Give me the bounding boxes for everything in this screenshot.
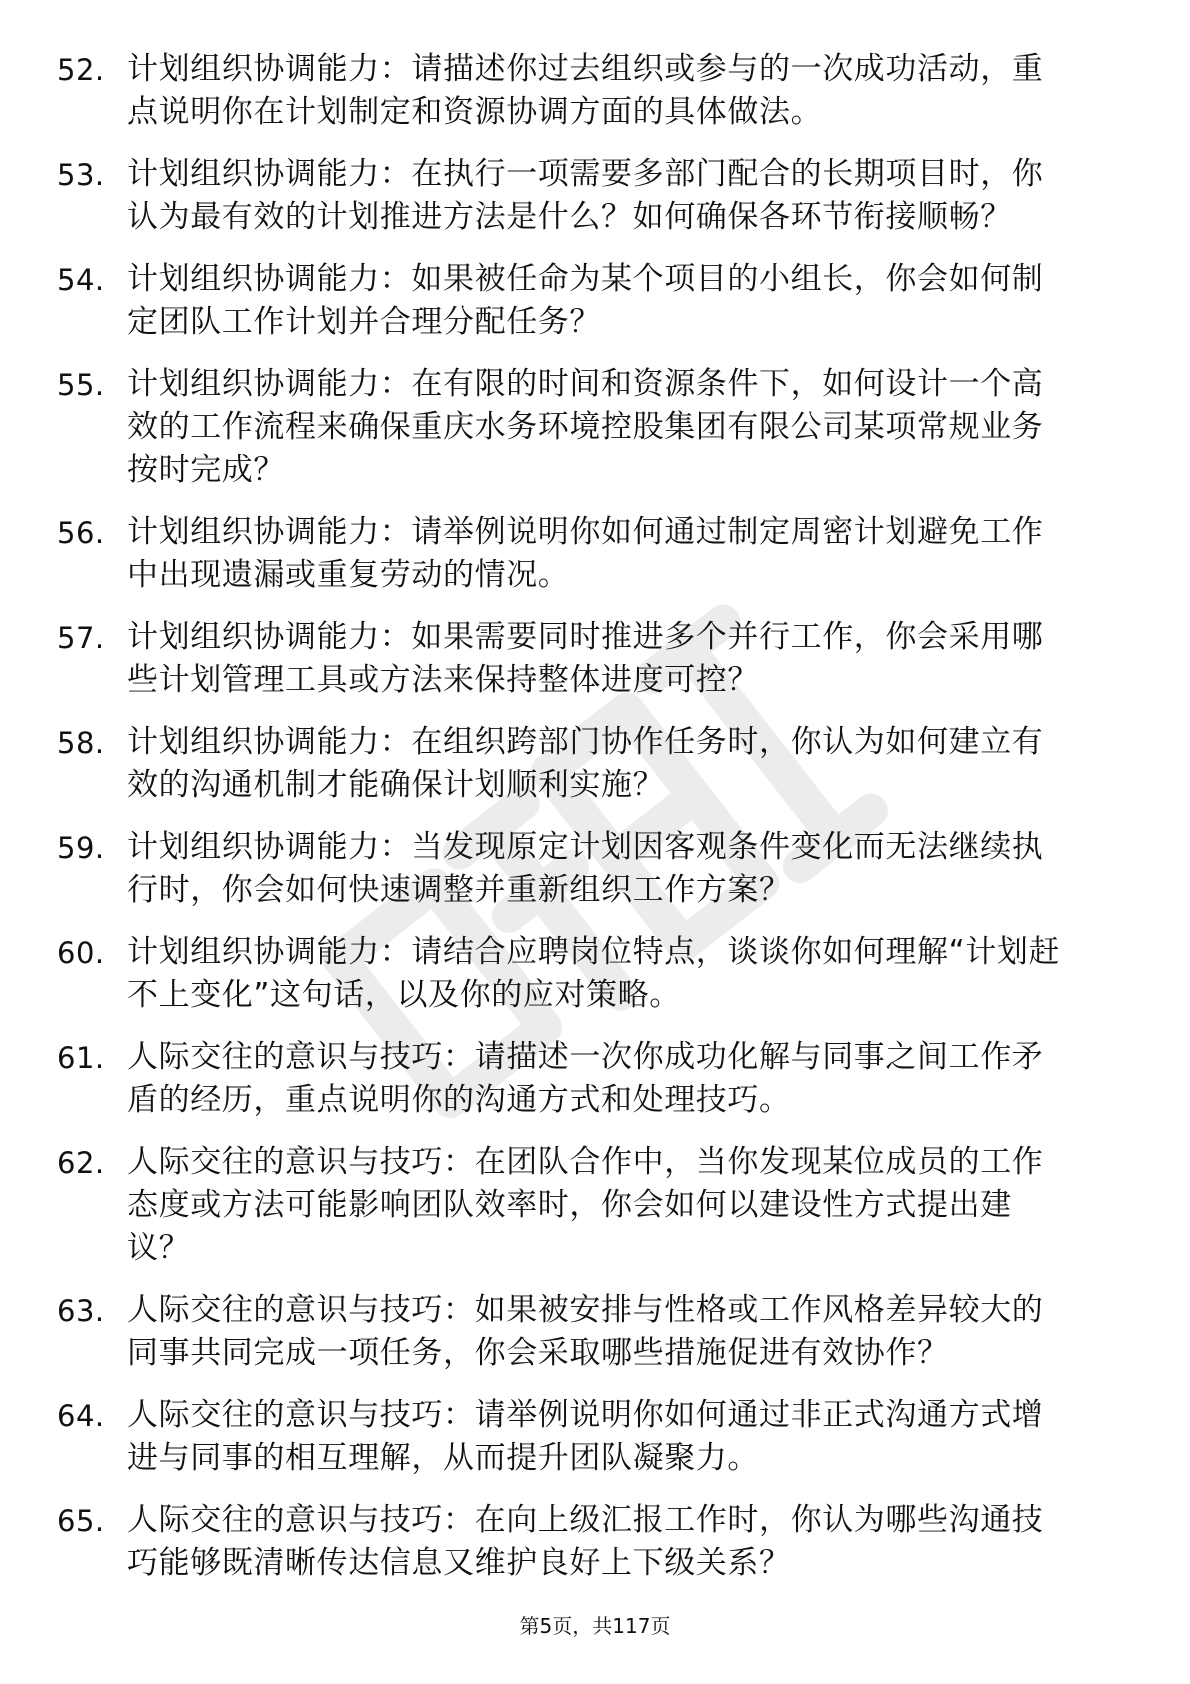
question-item: [0, 1036, 1190, 1122]
question-item: [0, 1141, 1190, 1270]
question-item: [0, 511, 1190, 597]
question-item: [0, 153, 1190, 239]
question-item: [0, 616, 1190, 702]
question-number: 56.: [57, 516, 105, 550]
question-item: [0, 721, 1190, 807]
question-text: 人际交往的意识与技巧：请描述一次你成功化解与同事之间工作矛盾的经历，重点说明你的沟通方式和处理技巧。: [127, 1039, 1044, 1118]
question-number: 63.: [57, 1294, 105, 1328]
question-number: 53.: [57, 158, 105, 192]
question-item: [0, 48, 1190, 134]
question-number: 65.: [57, 1504, 105, 1538]
question-number: 54.: [57, 263, 105, 297]
question-number: 59.: [57, 831, 105, 865]
page-number: 第5页，共117页: [519, 1614, 671, 1638]
question-number: 57.: [57, 621, 105, 655]
question-item: [0, 363, 1190, 492]
question-number: 52.: [57, 53, 105, 87]
question-list: [0, 48, 1190, 1604]
question-item: [0, 1289, 1190, 1375]
question-number: 62.: [57, 1146, 105, 1180]
question-number: 61.: [57, 1041, 105, 1075]
question-text: 人际交往的意识与技巧：如果被安排与性格或工作风格差异较大的同事共同完成一项任务，你会采取哪些措施促进有效协作？: [127, 1292, 1044, 1371]
question-text: 计划组织协调能力：请结合应聘岗位特点，谈谈你如何理解“计划赶不上变化”这句话，以及你的应对策略。: [127, 934, 1061, 1013]
question-number: 58.: [57, 726, 105, 760]
question-text: 计划组织协调能力：在执行一项需要多部门配合的长期项目时，你认为最有效的计划推进方法是什么？如何确保各环节衔接顺畅？: [127, 156, 1044, 235]
question-item: [0, 1394, 1190, 1480]
question-number: 55.: [57, 368, 105, 402]
question-number: 60.: [57, 936, 105, 970]
question-text: 人际交往的意识与技巧：在团队合作中，当你发现某位成员的工作态度或方法可能影响团队效率时，你会如何以建设性方式提出建议？: [127, 1144, 1044, 1266]
question-text: 计划组织协调能力：当发现原定计划因客观条件变化而无法继续执行时，你会如何快速调整并重新组织工作方案？: [127, 829, 1044, 908]
question-text: 计划组织协调能力：在有限的时间和资源条件下，如何设计一个高效的工作流程来确保重庆水务环境控股集团有限公司某项常规业务按时完成？: [127, 366, 1044, 488]
question-number: 64.: [57, 1399, 105, 1433]
question-text: 人际交往的意识与技巧：请举例说明你如何通过非正式沟通方式增进与同事的相互理解，从而提升团队凝聚力。: [127, 1397, 1044, 1476]
question-text: 计划组织协调能力：请举例说明你如何通过制定周密计划避免工作中出现遗漏或重复劳动的情况。: [127, 514, 1044, 593]
question-text: 计划组织协调能力：请描述你过去组织或参与的一次成功活动，重点说明你在计划制定和资源协调方面的具体做法。: [127, 51, 1044, 130]
question-item: [0, 1499, 1190, 1585]
question-text: 计划组织协调能力：在组织跨部门协作任务时，你认为如何建立有效的沟通机制才能确保计划顺利实施？: [127, 724, 1044, 803]
question-text: 计划组织协调能力：如果需要同时推进多个并行工作，你会采用哪些计划管理工具或方法来保持整体进度可控？: [127, 619, 1044, 698]
question-item: [0, 931, 1190, 1017]
question-item: [0, 826, 1190, 912]
question-text: 人际交往的意识与技巧：在向上级汇报工作时，你认为哪些沟通技巧能够既清晰传达信息又维护良好上下级关系？: [127, 1502, 1044, 1581]
question-item: [0, 258, 1190, 344]
question-text: 计划组织协调能力：如果被任命为某个项目的小组长，你会如何制定团队工作计划并合理分配任务？: [127, 261, 1044, 340]
